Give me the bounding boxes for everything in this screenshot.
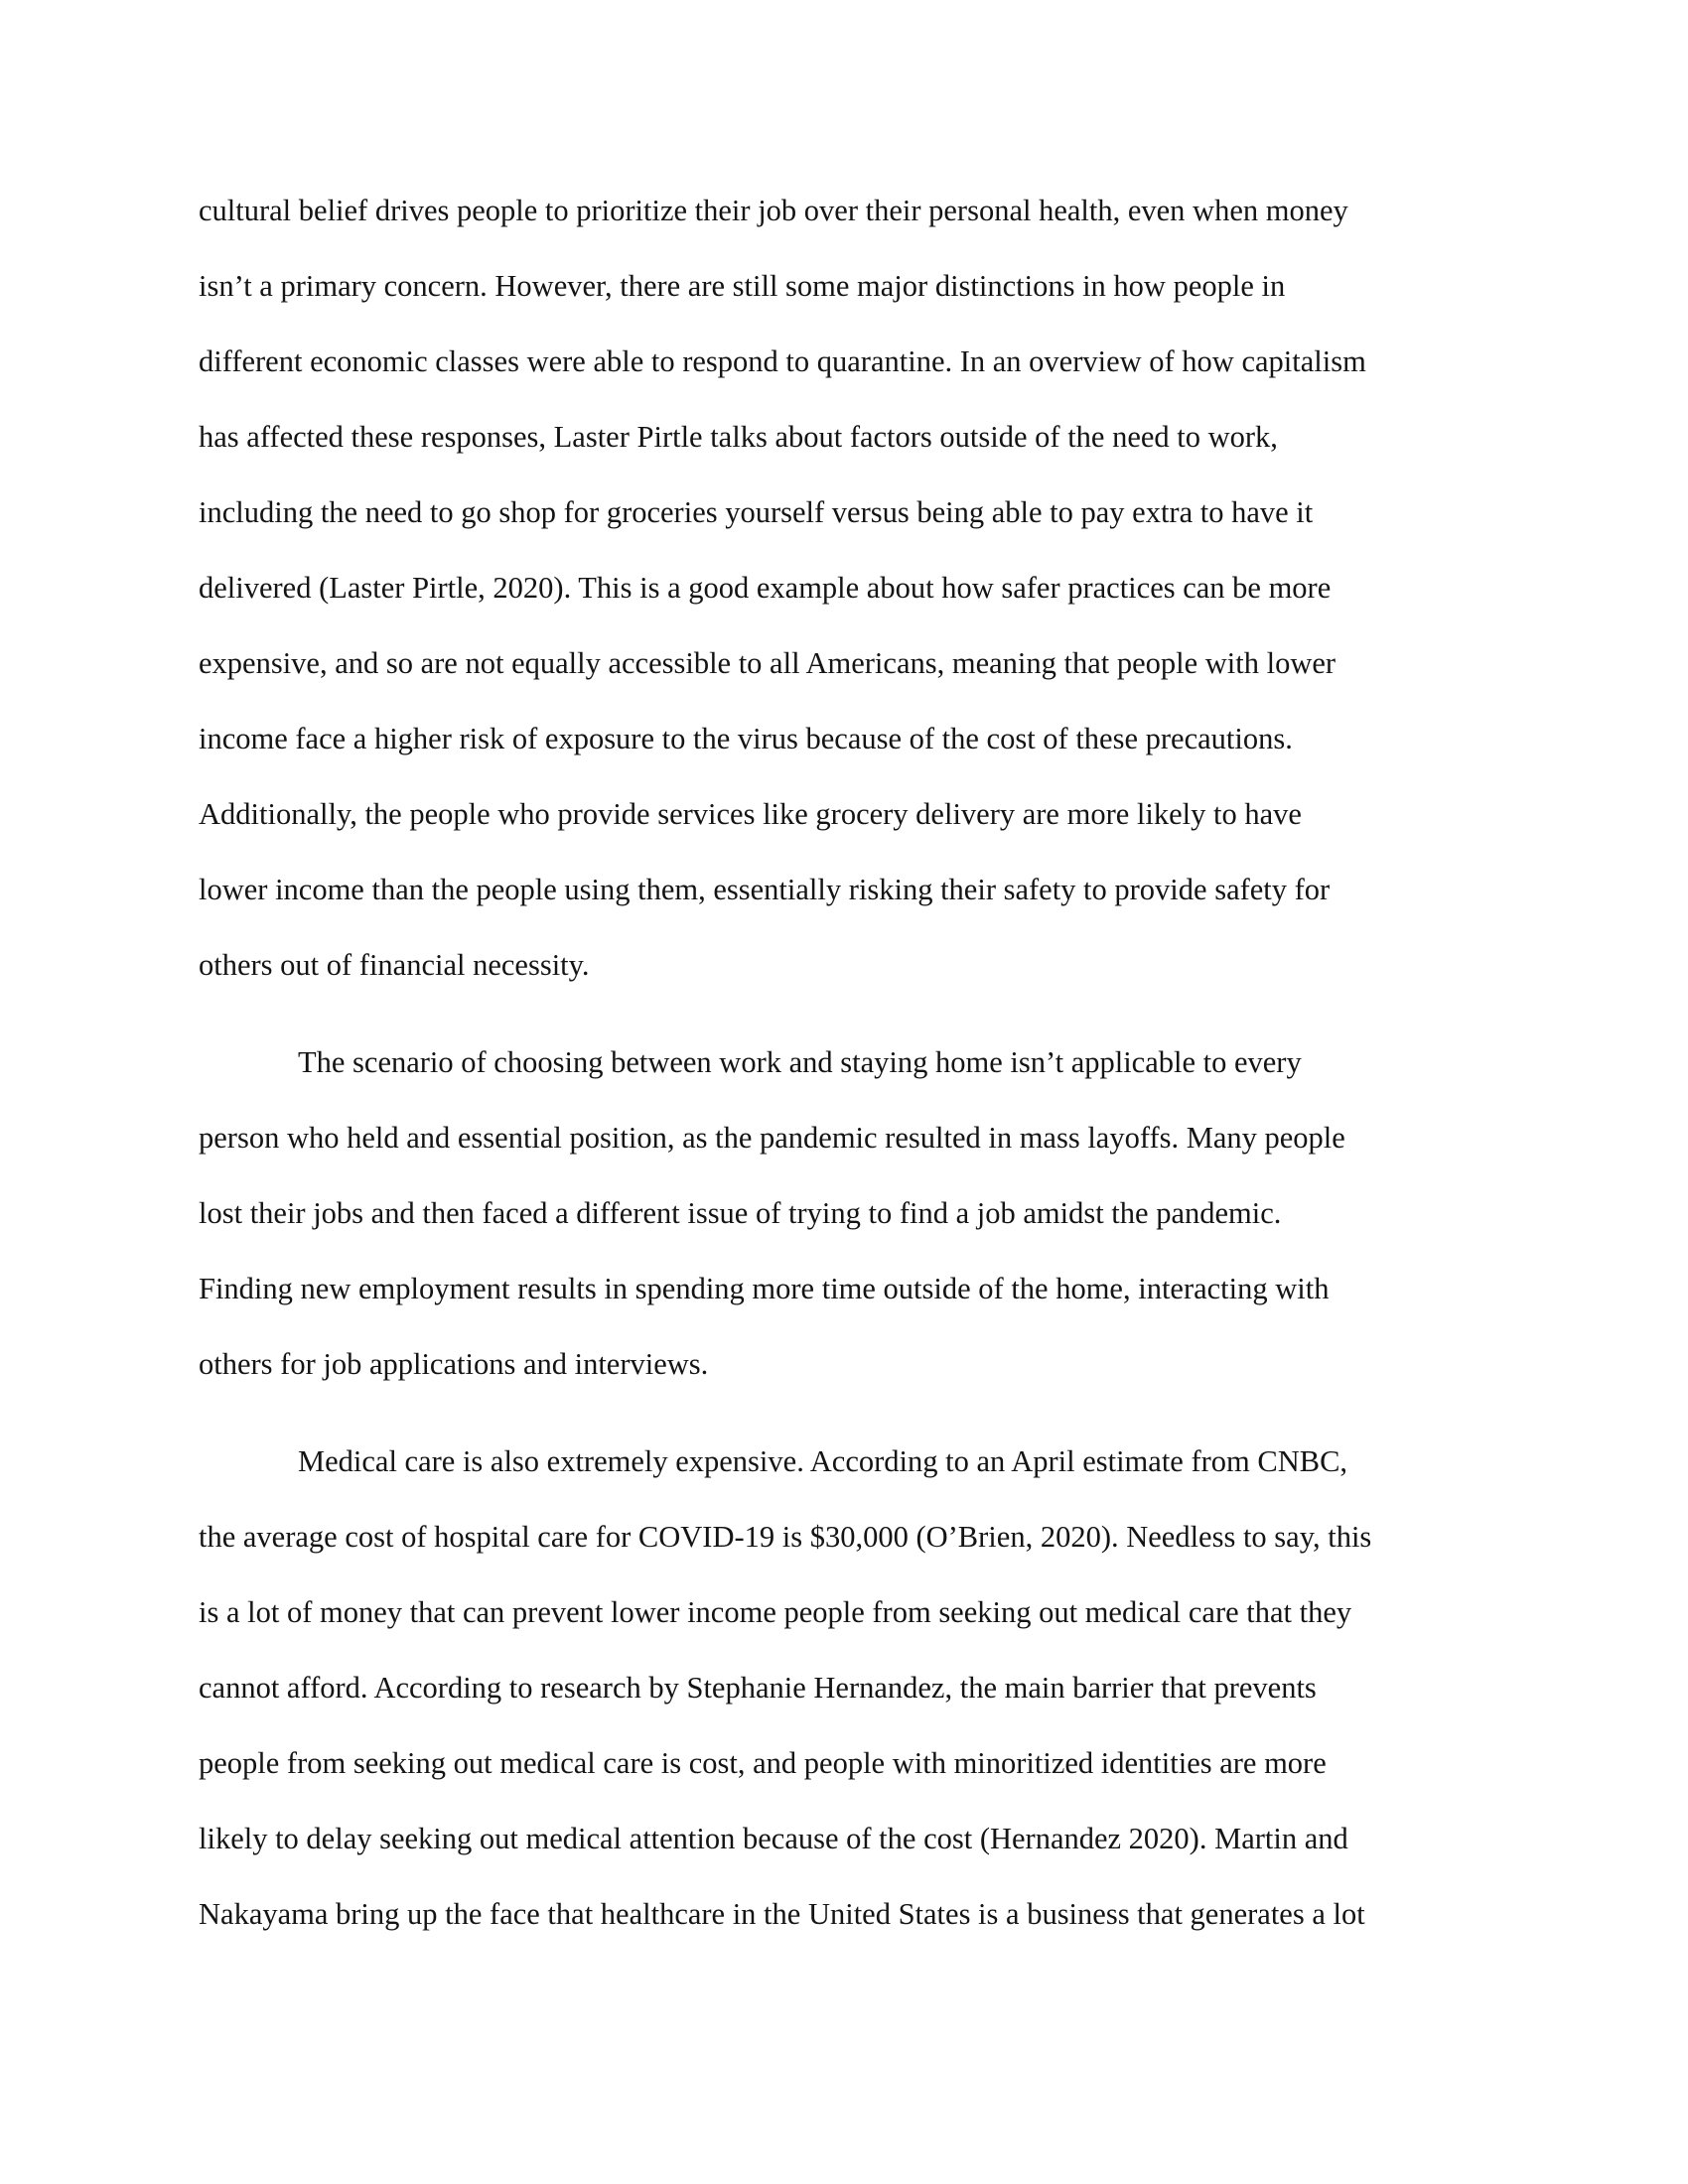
paragraph-2-line-1: The scenario of choosing between work and staying home isn’t applicable to every — [298, 1045, 1302, 1079]
paragraph-1-line-8: income face a higher risk of exposure to the virus because of the cost of these precautions. — [199, 722, 1293, 755]
paragraph-1-line-7: expensive, and so are not equally accessible to all Americans, meaning that people with lower — [199, 646, 1336, 680]
paragraph-1-line-5: including the need to go shop for groceries yourself versus being able to pay extra to have it — [199, 495, 1314, 529]
paragraph-1-line-9: Additionally, the people who provide services like grocery delivery are more likely to have — [199, 797, 1302, 831]
paragraph-3-line-7: Nakayama bring up the face that healthcare in the United States is a business that generates a lot — [199, 1897, 1365, 1931]
paragraph-1-line-10: lower income than the people using them, essentially risking their safety to provide safety for — [199, 873, 1331, 906]
paragraph-2-line-3: lost their jobs and then faced a different issue of trying to find a job amidst the pandemic. — [199, 1196, 1282, 1230]
paragraph-2-line-4: Finding new employment results in spending more time outside of the home, interacting with — [199, 1272, 1330, 1305]
paragraph-3-line-3: is a lot of money that can prevent lower income people from seeking out medical care that they — [199, 1595, 1352, 1629]
paragraph-1-line-2: isn’t a primary concern. However, there are still some major distinctions in how people in — [199, 269, 1286, 303]
paragraph-2-line-2: person who held and essential position, as the pandemic resulted in mass layoffs. Many people — [199, 1121, 1345, 1155]
paragraph-3-line-1: Medical care is also extremely expensive. According to an April estimate from CNBC, — [298, 1444, 1348, 1478]
paragraph-3-line-5: people from seeking out medical care is cost, and people with minoritized identities are more — [199, 1746, 1327, 1780]
paragraph-1-line-1: cultural belief drives people to prioritize their job over their personal health, even when money — [199, 194, 1348, 227]
paragraph-1-line-4: has affected these responses, Laster Pirtle talks about factors outside of the need to work, — [199, 420, 1278, 454]
paragraph-3-line-2: the average cost of hospital care for COVID-19 is $30,000 (O’Brien, 2020). Needless to say, this — [199, 1520, 1372, 1554]
paragraph-1-line-3: different economic classes were able to respond to quarantine. In an overview of how capitalism — [199, 344, 1366, 378]
paragraph-1-line-6: delivered (Laster Pirtle, 2020). This is a good example about how safer practices can be more — [199, 571, 1332, 605]
paragraph-2-line-5: others for job applications and interviews. — [199, 1347, 709, 1381]
paragraph-3-line-6: likely to delay seeking out medical attention because of the cost (Hernandez 2020). Martin and — [199, 1822, 1348, 1855]
paragraph-1-line-11: others out of financial necessity. — [199, 948, 590, 982]
paragraph-3-line-4: cannot afford. According to research by Stephanie Hernandez, the main barrier that prevents — [199, 1671, 1317, 1705]
